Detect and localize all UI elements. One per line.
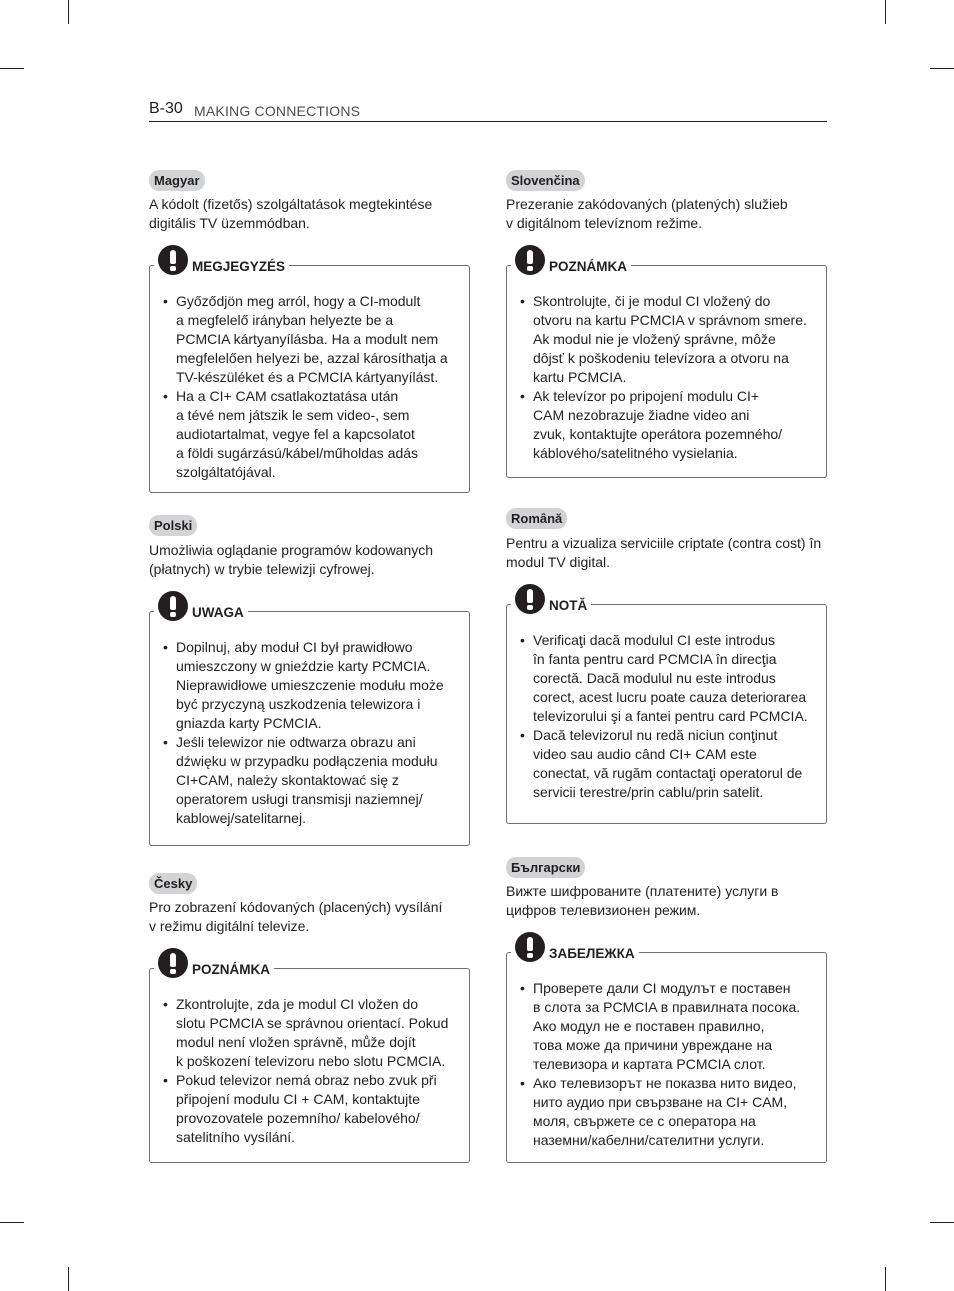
note-header [511, 940, 639, 964]
exclamation-icon [515, 245, 545, 275]
note-list [162, 638, 459, 828]
note-title: ЗАБЕЛЕЖКА [549, 945, 635, 961]
note-list [519, 631, 816, 802]
language-tag-slovencina: Slovenčina [506, 170, 585, 191]
exclamation-icon [515, 584, 545, 614]
note-box-romana [506, 597, 827, 824]
list-item: • Ak televízor po pripojení modulu CI+ CAM nezobrazuje žiadne video ani zvuk, kontaktujte operátora pozemného/ káblového/satelitného vysielania. [519, 387, 816, 463]
language-tag-romana: Română [506, 508, 567, 529]
intro-text-romana: Pentru a vizualiza serviciile criptate (contra cost) în modul TV digital. [506, 535, 822, 570]
language-tag-magyar: Magyar [149, 170, 205, 191]
crop-mark [885, 0, 886, 24]
crop-mark [0, 68, 24, 69]
list-item: • Ha a CI+ CAM csatlakoztatása után a tévé nem játszik le sem video-, sem audiotartalmat, vegye fel a kapcsolatot a földi sugárzású/kábel/műholdas adás szolgáltatójával. [162, 387, 459, 482]
note-box-bulgarian [506, 945, 827, 1163]
list-item: • Проверете дали CI модулът е поставен в слота за PCMCIA в правилната посока. Ако модул не е поставен правилно, това може да причини увреждане на телевизора и картата PCMCIA слот. [519, 979, 816, 1074]
note-title: POZNÁMKA [192, 961, 270, 977]
note-title: MEGJEGYZÉS [192, 258, 286, 274]
note-box-cesky [149, 961, 470, 1163]
exclamation-icon [158, 245, 188, 275]
list-item: • Zkontrolujte, zda je modul CI vložen do slotu PCMCIA se správnou orientací. Pokud modul není vložen správně, může dojít k poškození televizoru nebo slotu PCMCIA. [162, 995, 459, 1071]
intro-text-cesky: Pro zobrazení kódovaných (placených) vysílání v režimu digitální televize. [149, 899, 443, 934]
section-title: MAKING CONNECTIONS [194, 103, 361, 119]
list-item: • Dopilnuj, aby moduł CI był prawidłowo umieszczony w gnieździe karty PCMCIA. Nieprawidłowe umieszczenie modułu może być przyczyną uszkodzenia telewizora i gniazda karty PCMCIA. [162, 638, 459, 733]
crop-mark [68, 1267, 69, 1291]
list-item: • Dacă televizorul nu redă niciun conţinut video sau audio când CI+ CAM este conectat, vă rugăm contactaţi operatorul de servicii terestre/prin cablu/prin satelit. [519, 726, 816, 802]
crop-mark [885, 1267, 886, 1291]
list-item: • Pokud televizor nemá obraz nebo zvuk při připojení modulu CI + CAM, kontaktujte provozovatele pozemního/ kabelového/ satelitního vysílání. [162, 1071, 459, 1147]
intro-text-polski: Umożliwia oglądanie programów kodowanych (płatnych) w trybie telewizji cyfrowej. [149, 542, 434, 577]
intro-text-slovencina: Prezeranie zakódovaných (platených) služieb v digitálnom televíznom režime. [506, 196, 788, 231]
note-box-magyar [149, 258, 470, 493]
crop-mark [0, 1222, 24, 1223]
note-title: NOTĂ [549, 597, 588, 613]
language-tag-polski: Polski [149, 515, 197, 536]
note-header [154, 956, 274, 980]
note-header [511, 592, 591, 616]
intro-text-bulgarian: Вижте шифрованите (платените) услуги в цифров телевизионен режим. [506, 883, 779, 918]
language-tag-cesky: Česky [149, 873, 197, 894]
note-title: POZNÁMKA [549, 258, 627, 274]
language-tag-bulgarian: Български [506, 857, 585, 878]
page-number: B-30 [149, 100, 183, 117]
note-list [519, 979, 816, 1150]
note-list [162, 995, 459, 1147]
page-header [149, 100, 827, 122]
list-item: • Verificaţi dacă modulul CI este introdus în fanta pentru card PCMCIA în direcţia corectă. Dacă modulul nu este introdus corect, acest lucru poate cauza deteriorarea televizorului şi a fantei pentru card PCMCIA. [519, 631, 816, 726]
note-header [511, 253, 631, 277]
note-header [154, 253, 289, 277]
list-item: • Jeśli telewizor nie odtwarza obrazu ani dźwięku w przypadku podłączenia modułu CI+CAM, należy skontaktować się z operatorem usługi transmisji naziemnej/ kablowej/satelitarnej. [162, 733, 459, 828]
crop-mark [930, 1222, 954, 1223]
note-box-slovencina [506, 258, 827, 478]
note-list [519, 292, 816, 463]
list-item: • Ако телевизорът не показва нито видео, нито аудио при свързване на CI+ CAM, моля, свържете се с оператора на наземни/кабелни/сателитни услуги. [519, 1074, 816, 1150]
exclamation-icon [158, 948, 188, 978]
note-box-polski [149, 604, 470, 846]
exclamation-icon [158, 591, 188, 621]
note-list [162, 292, 459, 482]
note-header [154, 599, 248, 623]
crop-mark [930, 68, 954, 69]
exclamation-icon [515, 932, 545, 962]
list-item: • Győződjön meg arról, hogy a CI-modult a megfelelő irányban helyezte be a PCMCIA kártyanyílásba. Ha a modult nem megfelelően helyezi be, azzal károsíthatja a TV-készüléket és a PCMCIA kártyanyílást. [162, 292, 459, 387]
crop-mark [68, 0, 69, 24]
note-title: UWAGA [192, 604, 244, 620]
intro-text-magyar: A kódolt (fizetős) szolgáltatások megtekintése digitális TV üzemmódban. [149, 196, 433, 231]
list-item: • Skontrolujte, či je modul CI vložený do otvoru na kartu PCMCIA v správnom smere. Ak modul nie je vložený správne, môže dôjsť k poškodeniu televízora a otvoru na kartu PCMCIA. [519, 292, 816, 387]
